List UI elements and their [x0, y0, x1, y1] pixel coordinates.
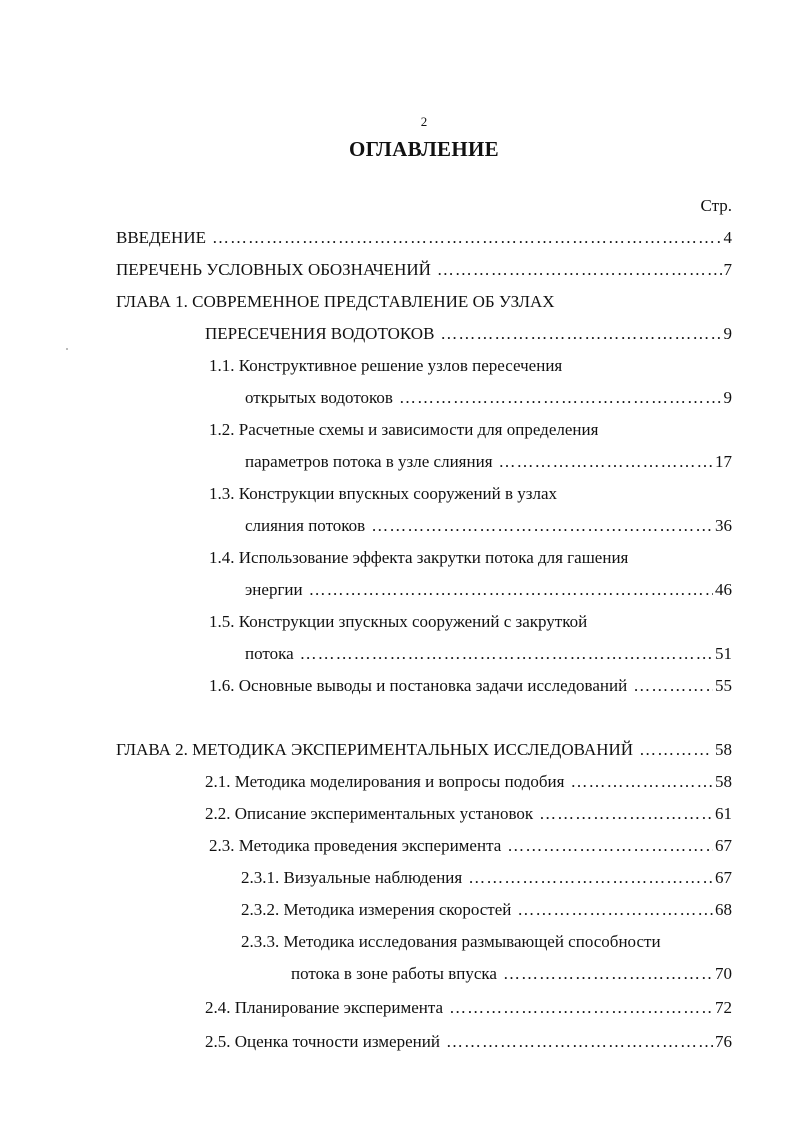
toc-entry-text: 2.3. Методика проведения эксперимента [209, 836, 502, 855]
dot-leader [300, 642, 713, 666]
toc-entry-text: потока [245, 644, 294, 663]
toc-entry-page: 55 [715, 676, 732, 695]
toc-section-1-2[interactable]: 1.2. Расчетные схемы и зависимости для определения [209, 420, 599, 439]
dot-leader [517, 898, 713, 922]
toc-section-2-4[interactable] [205, 996, 732, 1020]
toc-section-2-5[interactable] [205, 1030, 732, 1054]
toc-entry-page: 58 [715, 740, 732, 759]
dot-leader [468, 866, 713, 890]
toc-entry-text: ПЕРЕСЕЧЕНИЯ ВОДОТОКОВ [205, 324, 435, 343]
dot-leader [639, 738, 713, 762]
toc-entry-page: 76 [715, 1032, 732, 1051]
toc-entry-page: 67 [715, 836, 732, 855]
dot-leader [539, 802, 713, 826]
toc-entry-page: 17 [715, 452, 732, 471]
scan-artifact [66, 348, 68, 350]
toc-section-1-1-cont[interactable] [245, 386, 732, 410]
toc-entry-text: ПЕРЕЧЕНЬ УСЛОВНЫХ ОБОЗНАЧЕНИЙ [116, 260, 431, 279]
toc-entry-page: 9 [723, 324, 732, 343]
toc-section-1-6[interactable] [209, 674, 732, 698]
toc-entry-page: 70 [715, 964, 732, 983]
toc-entry-page: 7 [723, 260, 732, 279]
toc-entry-text: ВВЕДЕНИЕ [116, 228, 206, 247]
toc-chapter-2[interactable] [116, 738, 732, 762]
toc-entry-page: 36 [715, 516, 732, 535]
dot-leader [309, 578, 713, 602]
toc-section-1-5[interactable]: 1.5. Конструкции зпускных сооружений с закруткой [209, 612, 588, 631]
toc-chapter-1-title[interactable]: ГЛАВА 1. СОВРЕМЕННОЕ ПРЕДСТАВЛЕНИЕ ОБ УЗЛАХ [116, 292, 555, 311]
toc-entry-text: параметров потока в узле слияния [245, 452, 493, 471]
toc-entry-intro[interactable] [116, 226, 732, 250]
toc-entry-text: энергии [245, 580, 303, 599]
toc-section-1-2-cont[interactable] [245, 450, 732, 474]
toc-section-1-4-cont[interactable] [245, 578, 732, 602]
toc-entry-text: открытых водотоков [245, 388, 393, 407]
toc-entry-page: 9 [723, 388, 732, 407]
toc-entry-page: 72 [715, 998, 732, 1017]
toc-entry-page: 51 [715, 644, 732, 663]
toc-entry-text: 2.3.2. Методика измерения скоростей [241, 900, 512, 919]
toc-entry-page: 46 [715, 580, 732, 599]
toc-entry-symbols[interactable] [116, 258, 732, 282]
toc-heading: ОГЛАВЛЕНИЕ [349, 137, 499, 161]
toc-entry-text: слияния потоков [245, 516, 366, 535]
toc-section-2-1[interactable] [205, 770, 732, 794]
toc-section-2-3-3[interactable]: 2.3.3. Методика исследования размывающей способности [241, 932, 661, 951]
dot-leader [499, 450, 713, 474]
toc-entry-page: 58 [715, 772, 732, 791]
dot-leader [399, 386, 722, 410]
dot-leader [371, 514, 713, 538]
toc-section-2-3[interactable] [209, 834, 732, 858]
page-column-label: Стр. [700, 196, 732, 215]
dot-leader [212, 226, 722, 250]
dot-leader [449, 996, 713, 1020]
toc-entry-text: потока в зоне работы впуска [291, 964, 497, 983]
toc-section-2-2[interactable] [205, 802, 732, 826]
toc-entry-text: 2.4. Планирование эксперимента [205, 998, 444, 1017]
toc-section-1-3-cont[interactable] [245, 514, 732, 538]
dot-leader [507, 834, 713, 858]
toc-section-1-5-cont[interactable] [245, 642, 732, 666]
toc-entry-page: 67 [715, 868, 732, 887]
toc-entry-text: 1.6. Основные выводы и постановка задачи исследований [209, 676, 628, 695]
toc-section-2-3-1[interactable] [241, 866, 732, 890]
toc-entry-text: 2.5. Оценка точности измерений [205, 1032, 440, 1051]
dot-leader [437, 258, 722, 282]
toc-entry-text: 2.2. Описание экспериментальных установок [205, 804, 534, 823]
toc-section-1-1[interactable]: 1.1. Конструктивное решение узлов пересечения [209, 356, 563, 375]
toc-section-1-3[interactable]: 1.3. Конструкции впускных сооружений в узлах [209, 484, 558, 503]
dot-leader [446, 1030, 713, 1054]
toc-chapter-1-cont[interactable] [205, 322, 732, 346]
dot-leader [440, 322, 721, 346]
toc-section-2-3-3-cont[interactable] [291, 962, 732, 986]
toc-entry-text: ГЛАВА 2. МЕТОДИКА ЭКСПЕРИМЕНТАЛЬНЫХ ИССЛЕДОВАНИЙ [116, 740, 634, 759]
page-number: 2 [420, 114, 428, 129]
toc-entry-text: 2.3.1. Визуальные наблюдения [241, 868, 463, 887]
dot-leader [633, 674, 713, 698]
toc-section-1-4[interactable]: 1.4. Использование эффекта закрутки потока для гашения [209, 548, 629, 567]
dot-leader [503, 962, 713, 986]
toc-entry-page: 61 [715, 804, 732, 823]
dot-leader [570, 770, 713, 794]
toc-entry-page: 4 [723, 228, 732, 247]
toc-section-2-3-2[interactable] [241, 898, 732, 922]
toc-entry-text: 2.1. Методика моделирования и вопросы подобия [205, 772, 565, 791]
toc-entry-page: 68 [715, 900, 732, 919]
